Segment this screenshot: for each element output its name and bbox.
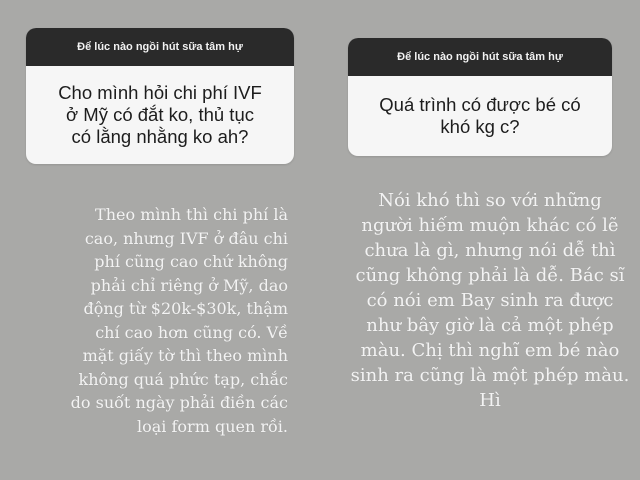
question-prompt: Để lúc nào ngồi hút sữa tâm hự — [397, 51, 563, 63]
question-text: Cho mình hỏi chi phí IVF ở Mỹ có đắt ko, thủ tục có lằng nhằng ko ah? — [58, 81, 262, 148]
question-card-header — [26, 28, 294, 66]
question-text: Quá trình có được bé có khó kg c? — [379, 93, 581, 137]
question-card[interactable] — [26, 28, 294, 164]
question-card-header — [348, 38, 612, 76]
question-card[interactable] — [348, 38, 612, 156]
answer-text: Theo mình thì chi phí là cao, nhưng IVF ở đâu chi phí cũng cao chứ không phải chỉ riêng ở Mỹ, dao động từ $20k-$30k, thậm chí cao hơn cũng có. Về mặt giấy tờ thì theo mình không quá phức tạp, chắc do suốt ngày phải điền các loại form quen rồi. — [70, 205, 288, 436]
question-prompt: Để lúc nào ngồi hút sữa tâm hự — [77, 41, 243, 53]
story-panel-right — [320, 0, 640, 480]
question-card-body — [26, 66, 294, 164]
question-card-body — [348, 76, 612, 156]
answer-text: Nói khó thì so với những người hiếm muộn khác có lẽ chưa là gì, nhưng nói dễ thì cũng không phải là dễ. Bác sĩ có nói em Bay sinh ra được như bây giờ là cả một phép màu. Chị thì nghĩ em bé nào sinh ra cũng là một phép màu. Hì — [350, 190, 630, 411]
